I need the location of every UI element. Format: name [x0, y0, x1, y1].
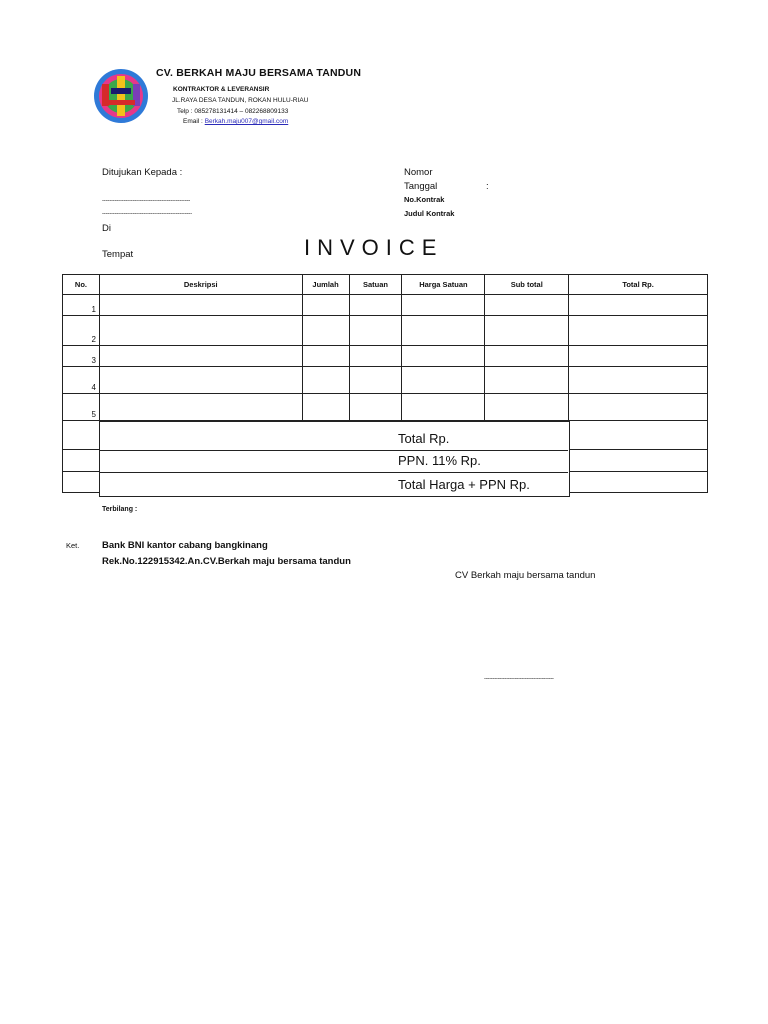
tanggal-label: Tanggal — [404, 181, 438, 192]
col-header-satuan: Satuan — [349, 275, 402, 295]
recipient-label: Ditujukan Kepada : — [102, 167, 183, 178]
row-number: 5 — [63, 394, 100, 421]
company-email-label: Email : — [183, 118, 203, 125]
col-header-subtotal: Sub total — [485, 275, 569, 295]
company-logo — [93, 68, 149, 124]
ppn-value-cell[interactable] — [569, 450, 708, 472]
cell-deskripsi[interactable] — [99, 346, 302, 367]
company-address: JL.RAYA DESA TANDUN, ROKAN HULU-RIAU — [172, 97, 309, 104]
kontrak-label: No.Kontrak — [404, 195, 445, 204]
ppn-label: PPN. 11% Rp. — [398, 453, 481, 468]
company-name: CV. BERKAH MAJU BERSAMA TANDUN — [156, 67, 362, 79]
tanggal-colon: : — [486, 181, 489, 192]
cell-subtotal[interactable] — [485, 316, 569, 346]
ppn-no-cell — [63, 450, 100, 472]
cell-harga-satuan[interactable] — [402, 316, 485, 346]
cell-harga-satuan[interactable] — [402, 367, 485, 394]
company-subtitle: KONTRAKTOR & LEVERANSIR — [173, 86, 270, 93]
cell-deskripsi[interactable] — [99, 394, 302, 421]
grand-total-label: Total Harga + PPN Rp. — [398, 477, 530, 492]
cell-harga-satuan[interactable] — [402, 295, 485, 316]
col-header-harga-satuan: Harga Satuan — [402, 275, 485, 295]
cell-satuan[interactable] — [349, 295, 402, 316]
total-label: Total Rp. — [398, 431, 450, 446]
cell-deskripsi[interactable] — [99, 367, 302, 394]
cell-jumlah[interactable] — [302, 316, 349, 346]
cell-total[interactable] — [569, 394, 708, 421]
table-row — [63, 367, 708, 394]
cell-harga-satuan[interactable] — [402, 394, 485, 421]
table-header-row — [63, 275, 708, 295]
cell-subtotal[interactable] — [485, 394, 569, 421]
signature-line: ----------------------------------------- — [484, 676, 554, 682]
cell-satuan[interactable] — [349, 316, 402, 346]
cell-satuan[interactable] — [349, 394, 402, 421]
table-row — [63, 346, 708, 367]
row-number: 4 — [63, 367, 100, 394]
company-email-row — [183, 118, 288, 125]
company-email-link[interactable]: Berkah.maju007@gmail.com — [204, 118, 289, 125]
cell-total[interactable] — [569, 295, 708, 316]
cell-jumlah[interactable] — [302, 367, 349, 394]
cell-harga-satuan[interactable] — [402, 346, 485, 367]
row-number: 3 — [63, 346, 100, 367]
cell-jumlah[interactable] — [302, 295, 349, 316]
grand-value-cell[interactable] — [569, 472, 708, 493]
col-header-no: No. — [63, 275, 100, 295]
cell-satuan[interactable] — [349, 367, 402, 394]
table-row — [63, 295, 708, 316]
di-label: Di — [102, 223, 111, 234]
grand-no-cell — [63, 472, 100, 493]
totals-divider — [99, 472, 568, 473]
cell-subtotal[interactable] — [485, 367, 569, 394]
bank-name: Bank BNI kantor cabang bangkinang — [102, 540, 268, 551]
invoice-title: INVOICE — [304, 235, 444, 260]
cell-subtotal[interactable] — [485, 346, 569, 367]
cell-subtotal[interactable] — [485, 295, 569, 316]
cell-total[interactable] — [569, 346, 708, 367]
recipient-blank-line-2: -------------------------------------------------- — [102, 211, 192, 217]
row-number: 1 — [63, 295, 100, 316]
ket-label: Ket. — [66, 541, 80, 550]
cell-jumlah[interactable] — [302, 346, 349, 367]
cell-deskripsi[interactable] — [99, 316, 302, 346]
judul-kontrak-label: Judul Kontrak — [404, 209, 455, 218]
col-header-jumlah: Jumlah — [302, 275, 349, 295]
cell-satuan[interactable] — [349, 346, 402, 367]
cell-total[interactable] — [569, 316, 708, 346]
bank-account: Rek.No.122915342.An.CV.Berkah maju bersama tandun — [102, 556, 351, 567]
company-phone: Telp : 085278131414 – 082268809133 — [177, 108, 289, 115]
tempat-label: Tempat — [102, 249, 134, 260]
cell-total[interactable] — [569, 367, 708, 394]
recipient-blank-line-1: ------------------------------------------------- — [102, 198, 191, 204]
totals-no-cell — [63, 421, 100, 450]
totals-divider — [99, 450, 568, 451]
total-value-cell[interactable] — [569, 421, 708, 450]
terbilang-label: Terbilang : — [102, 506, 138, 513]
cell-jumlah[interactable] — [302, 394, 349, 421]
nomor-label: Nomor — [404, 167, 433, 178]
col-header-deskripsi: Deskripsi — [99, 275, 302, 295]
cell-deskripsi[interactable] — [99, 295, 302, 316]
signature-company: CV Berkah maju bersama tandun — [455, 570, 596, 581]
col-header-total: Total Rp. — [569, 275, 708, 295]
table-row — [63, 316, 708, 346]
table-row — [63, 394, 708, 421]
row-number: 2 — [63, 316, 100, 346]
